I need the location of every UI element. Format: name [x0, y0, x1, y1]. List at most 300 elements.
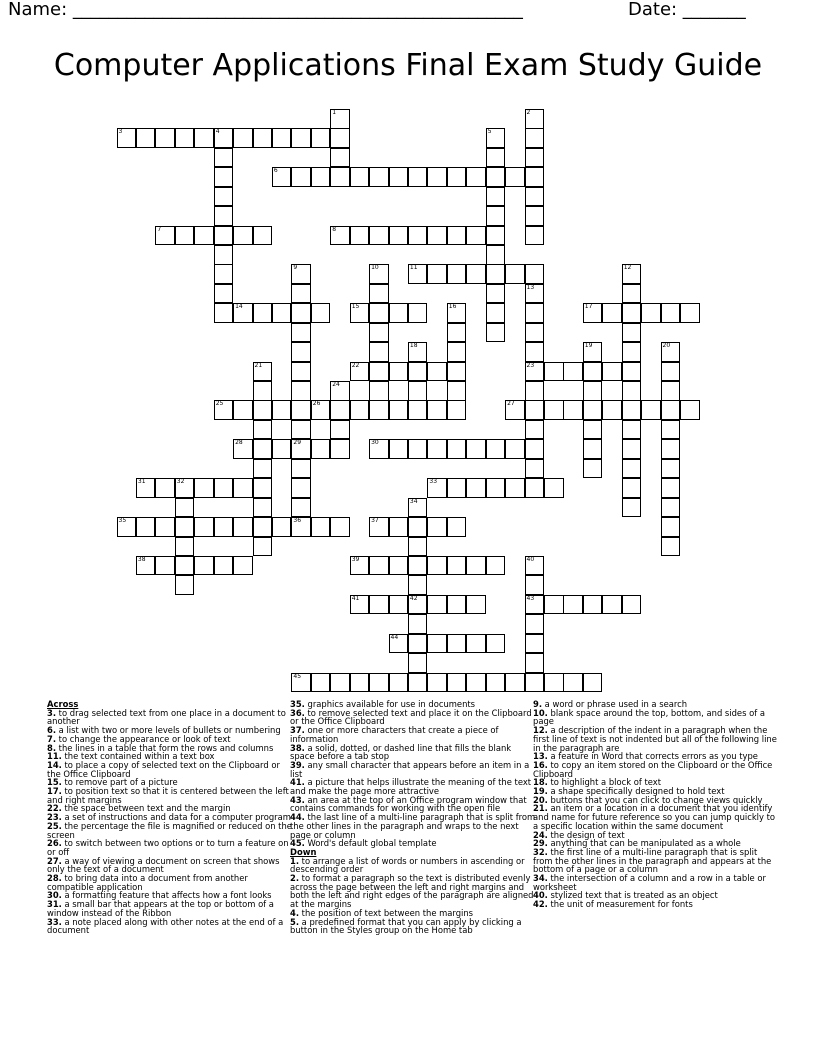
clue-text: to highlight a block of text — [547, 777, 662, 788]
grid-cell[interactable] — [408, 556, 428, 576]
grid-cell[interactable] — [233, 128, 253, 148]
grid-cell[interactable] — [427, 634, 447, 654]
grid-cell[interactable] — [525, 342, 545, 362]
grid-cell[interactable] — [544, 673, 564, 693]
grid-cell[interactable] — [272, 439, 292, 459]
grid-cell[interactable] — [253, 226, 273, 246]
grid-cell[interactable] — [389, 167, 409, 187]
grid-cell[interactable] — [661, 342, 681, 362]
grid-cell[interactable] — [350, 556, 370, 576]
grid-cell[interactable] — [291, 439, 311, 459]
grid-cell[interactable] — [525, 478, 545, 498]
grid-cell[interactable] — [622, 264, 642, 284]
grid-cell[interactable] — [194, 478, 214, 498]
grid-cell[interactable] — [622, 323, 642, 343]
date-label[interactable]: Date: _______ — [628, 0, 746, 20]
grid-cell[interactable] — [136, 478, 156, 498]
grid-cell[interactable] — [525, 303, 545, 323]
grid-cell[interactable] — [233, 226, 253, 246]
grid-cell[interactable] — [622, 303, 642, 323]
grid-cell[interactable] — [622, 478, 642, 498]
grid-cell[interactable] — [194, 556, 214, 576]
grid-cell[interactable] — [291, 284, 311, 304]
grid-cell[interactable] — [466, 439, 486, 459]
grid-cell[interactable] — [427, 595, 447, 615]
grid-cell[interactable] — [486, 167, 506, 187]
grid-cell[interactable] — [427, 226, 447, 246]
grid-cell[interactable] — [330, 439, 350, 459]
grid-cell[interactable] — [136, 556, 156, 576]
grid-cell[interactable] — [466, 673, 486, 693]
grid-cell[interactable] — [641, 400, 661, 420]
grid-cell[interactable] — [447, 381, 467, 401]
grid-cell[interactable] — [505, 167, 525, 187]
grid-cell[interactable] — [253, 517, 273, 537]
grid-cell[interactable] — [253, 303, 273, 323]
grid-cell[interactable] — [408, 498, 428, 518]
grid-cell[interactable] — [155, 517, 175, 537]
grid-cell[interactable] — [622, 342, 642, 362]
grid-cell[interactable] — [311, 673, 331, 693]
grid-cell[interactable] — [253, 478, 273, 498]
grid-cell[interactable] — [214, 206, 234, 226]
grid-cell[interactable] — [427, 556, 447, 576]
grid-cell[interactable] — [389, 362, 409, 382]
grid-cell[interactable] — [466, 634, 486, 654]
grid-cell[interactable] — [350, 400, 370, 420]
grid-cell[interactable] — [661, 459, 681, 479]
grid-cell[interactable] — [291, 420, 311, 440]
grid-cell[interactable] — [194, 226, 214, 246]
grid-cell[interactable] — [291, 264, 311, 284]
grid-cell[interactable] — [311, 439, 331, 459]
grid-cell[interactable] — [427, 478, 447, 498]
grid-cell[interactable] — [447, 400, 467, 420]
grid-cell[interactable] — [291, 323, 311, 343]
grid-cell[interactable] — [408, 264, 428, 284]
grid-cell[interactable] — [447, 362, 467, 382]
grid-cell[interactable] — [214, 303, 234, 323]
grid-cell[interactable] — [408, 634, 428, 654]
grid-cell[interactable] — [525, 226, 545, 246]
grid-cell[interactable] — [661, 478, 681, 498]
grid-cell[interactable] — [583, 400, 603, 420]
grid-cell[interactable] — [486, 439, 506, 459]
grid-cell[interactable] — [563, 362, 583, 382]
grid-cell[interactable] — [175, 128, 195, 148]
grid-cell[interactable] — [525, 595, 545, 615]
grid-cell[interactable] — [661, 400, 681, 420]
grid-cell[interactable] — [447, 439, 467, 459]
grid-cell[interactable] — [291, 673, 311, 693]
grid-cell[interactable] — [291, 381, 311, 401]
grid-cell[interactable] — [544, 400, 564, 420]
grid-cell[interactable] — [505, 673, 525, 693]
grid-cell[interactable] — [253, 537, 273, 557]
grid-cell[interactable] — [253, 362, 273, 382]
clue-label: 27. — [47, 855, 62, 866]
grid-cell[interactable] — [408, 517, 428, 537]
grid-cell[interactable] — [427, 400, 447, 420]
grid-cell[interactable] — [350, 673, 370, 693]
grid-cell[interactable] — [486, 303, 506, 323]
grid-cell[interactable] — [466, 556, 486, 576]
grid-cell[interactable] — [544, 595, 564, 615]
grid-cell[interactable] — [272, 167, 292, 187]
grid-cell[interactable] — [311, 517, 331, 537]
grid-cell[interactable] — [486, 187, 506, 207]
grid-cell[interactable] — [661, 362, 681, 382]
grid-cell[interactable] — [369, 595, 389, 615]
grid-cell[interactable] — [233, 478, 253, 498]
grid-cell[interactable] — [233, 439, 253, 459]
grid-cell[interactable] — [330, 128, 350, 148]
grid-cell[interactable] — [350, 362, 370, 382]
grid-cell[interactable] — [350, 303, 370, 323]
grid-cell[interactable] — [389, 517, 409, 537]
grid-cell[interactable] — [466, 167, 486, 187]
grid-cell[interactable] — [330, 400, 350, 420]
grid-cell[interactable] — [447, 595, 467, 615]
grid-cell[interactable] — [136, 128, 156, 148]
grid-cell[interactable] — [525, 653, 545, 673]
grid-cell[interactable] — [602, 303, 622, 323]
grid-cell[interactable] — [369, 167, 389, 187]
grid-cell[interactable] — [525, 459, 545, 479]
grid-cell[interactable] — [117, 128, 137, 148]
grid-cell[interactable] — [175, 517, 195, 537]
grid-cell[interactable] — [369, 264, 389, 284]
grid-cell[interactable] — [525, 187, 545, 207]
grid-cell[interactable] — [525, 284, 545, 304]
grid-cell[interactable] — [583, 420, 603, 440]
grid-cell[interactable] — [427, 362, 447, 382]
grid-cell[interactable] — [389, 673, 409, 693]
grid-cell[interactable] — [505, 400, 525, 420]
grid-cell[interactable] — [389, 303, 409, 323]
grid-cell[interactable] — [291, 498, 311, 518]
grid-cell[interactable] — [389, 595, 409, 615]
grid-cell[interactable] — [525, 420, 545, 440]
grid-cell[interactable] — [427, 167, 447, 187]
grid-cell[interactable] — [602, 362, 622, 382]
grid-cell[interactable] — [525, 167, 545, 187]
grid-cell[interactable] — [214, 187, 234, 207]
clue-number: 26 — [312, 400, 321, 408]
grid-cell[interactable] — [661, 303, 681, 323]
grid-cell[interactable] — [389, 556, 409, 576]
grid-cell[interactable] — [622, 400, 642, 420]
grid-cell[interactable] — [525, 400, 545, 420]
grid-cell[interactable] — [447, 226, 467, 246]
grid-cell[interactable] — [214, 148, 234, 168]
grid-cell[interactable] — [233, 556, 253, 576]
grid-cell[interactable] — [447, 342, 467, 362]
grid-cell[interactable] — [486, 556, 506, 576]
grid-cell[interactable] — [330, 148, 350, 168]
grid-cell[interactable] — [427, 439, 447, 459]
grid-cell[interactable] — [525, 556, 545, 576]
grid-cell[interactable] — [525, 673, 545, 693]
grid-cell[interactable] — [525, 323, 545, 343]
grid-cell[interactable] — [214, 478, 234, 498]
grid-cell[interactable] — [214, 264, 234, 284]
grid-cell[interactable] — [661, 381, 681, 401]
grid-cell[interactable] — [486, 128, 506, 148]
grid-cell[interactable] — [369, 362, 389, 382]
grid-cell[interactable] — [214, 226, 234, 246]
grid-cell[interactable] — [661, 537, 681, 557]
grid-cell[interactable] — [408, 537, 428, 557]
grid-cell[interactable] — [194, 517, 214, 537]
grid-cell[interactable] — [427, 517, 447, 537]
name-label[interactable]: Name: __________________________________________________ — [8, 0, 523, 20]
grid-cell[interactable] — [175, 478, 195, 498]
grid-cell[interactable] — [563, 595, 583, 615]
grid-cell[interactable] — [583, 342, 603, 362]
grid-cell[interactable] — [369, 303, 389, 323]
grid-cell[interactable] — [253, 381, 273, 401]
grid-cell[interactable] — [486, 148, 506, 168]
grid-cell[interactable] — [369, 400, 389, 420]
grid-cell[interactable] — [544, 478, 564, 498]
grid-cell[interactable] — [291, 459, 311, 479]
grid-cell[interactable] — [408, 381, 428, 401]
grid-cell[interactable] — [447, 264, 467, 284]
grid-cell[interactable] — [253, 400, 273, 420]
grid-cell[interactable] — [622, 420, 642, 440]
grid-cell[interactable] — [350, 167, 370, 187]
grid-cell[interactable] — [155, 226, 175, 246]
grid-cell[interactable] — [175, 498, 195, 518]
grid-cell[interactable] — [311, 128, 331, 148]
grid-cell[interactable] — [330, 673, 350, 693]
grid-cell[interactable] — [369, 284, 389, 304]
grid-cell[interactable] — [661, 420, 681, 440]
grid-cell[interactable] — [486, 226, 506, 246]
grid-cell[interactable] — [602, 400, 622, 420]
grid-cell[interactable] — [311, 400, 331, 420]
grid-cell[interactable] — [175, 556, 195, 576]
grid-cell[interactable] — [233, 303, 253, 323]
grid-cell[interactable] — [253, 459, 273, 479]
grid-cell[interactable] — [369, 673, 389, 693]
grid-cell[interactable] — [583, 303, 603, 323]
grid-cell[interactable] — [622, 459, 642, 479]
grid-cell[interactable] — [253, 128, 273, 148]
grid-cell[interactable] — [408, 400, 428, 420]
grid-cell[interactable] — [369, 556, 389, 576]
grid-cell[interactable] — [330, 226, 350, 246]
grid-cell[interactable] — [447, 556, 467, 576]
grid-cell[interactable] — [486, 478, 506, 498]
across-clue — [290, 839, 536, 848]
grid-cell[interactable] — [583, 381, 603, 401]
grid-cell[interactable] — [369, 381, 389, 401]
grid-cell[interactable] — [272, 400, 292, 420]
grid-cell[interactable] — [447, 323, 467, 343]
grid-cell[interactable] — [330, 167, 350, 187]
grid-cell[interactable] — [117, 517, 137, 537]
grid-cell[interactable] — [330, 381, 350, 401]
grid-cell[interactable] — [525, 128, 545, 148]
grid-cell[interactable] — [272, 303, 292, 323]
grid-cell[interactable] — [505, 478, 525, 498]
grid-cell[interactable] — [680, 400, 700, 420]
grid-cell[interactable] — [427, 673, 447, 693]
grid-cell[interactable] — [291, 342, 311, 362]
grid-cell[interactable] — [641, 303, 661, 323]
grid-cell[interactable] — [175, 537, 195, 557]
grid-cell[interactable] — [369, 517, 389, 537]
grid-cell[interactable] — [291, 478, 311, 498]
grid-cell[interactable] — [447, 517, 467, 537]
clue-label: 25. — [47, 820, 62, 831]
grid-cell[interactable] — [525, 148, 545, 168]
grid-cell[interactable] — [155, 128, 175, 148]
grid-cell[interactable] — [486, 264, 506, 284]
grid-cell[interactable] — [622, 362, 642, 382]
grid-cell[interactable] — [408, 167, 428, 187]
grid-cell[interactable] — [291, 167, 311, 187]
grid-cell[interactable] — [136, 517, 156, 537]
grid-cell[interactable] — [583, 595, 603, 615]
grid-cell[interactable] — [583, 439, 603, 459]
grid-cell[interactable] — [447, 634, 467, 654]
grid-cell[interactable] — [661, 517, 681, 537]
grid-cell[interactable] — [311, 167, 331, 187]
grid-cell[interactable] — [447, 167, 467, 187]
grid-cell[interactable] — [330, 420, 350, 440]
grid-cell[interactable] — [486, 634, 506, 654]
grid-cell[interactable] — [583, 673, 603, 693]
grid-cell[interactable] — [447, 478, 467, 498]
grid-cell[interactable] — [194, 128, 214, 148]
grid-cell[interactable] — [583, 362, 603, 382]
grid-cell[interactable] — [330, 517, 350, 537]
grid-cell[interactable] — [408, 342, 428, 362]
grid-cell[interactable] — [661, 498, 681, 518]
grid-cell[interactable] — [408, 673, 428, 693]
grid-cell[interactable] — [389, 226, 409, 246]
grid-cell[interactable] — [155, 556, 175, 576]
grid-cell[interactable] — [486, 206, 506, 226]
grid-cell[interactable] — [525, 264, 545, 284]
grid-cell[interactable] — [525, 634, 545, 654]
grid-cell[interactable] — [486, 323, 506, 343]
grid-cell[interactable] — [253, 439, 273, 459]
grid-cell[interactable] — [350, 595, 370, 615]
grid-cell[interactable] — [175, 575, 195, 595]
grid-cell[interactable] — [525, 439, 545, 459]
grid-cell[interactable] — [466, 478, 486, 498]
clue-label: 43. — [290, 794, 305, 805]
grid-cell[interactable] — [525, 575, 545, 595]
grid-cell[interactable] — [680, 303, 700, 323]
grid-cell[interactable] — [525, 381, 545, 401]
grid-cell[interactable] — [389, 400, 409, 420]
grid-cell[interactable] — [408, 439, 428, 459]
grid-cell[interactable] — [214, 245, 234, 265]
grid-cell[interactable] — [214, 517, 234, 537]
grid-cell[interactable] — [408, 226, 428, 246]
grid-cell[interactable] — [214, 400, 234, 420]
grid-cell[interactable] — [622, 439, 642, 459]
grid-cell[interactable] — [408, 362, 428, 382]
grid-cell[interactable] — [525, 362, 545, 382]
grid-cell[interactable] — [563, 400, 583, 420]
grid-cell[interactable] — [389, 634, 409, 654]
grid-cell[interactable] — [369, 323, 389, 343]
grid-cell[interactable] — [233, 517, 253, 537]
grid-cell[interactable] — [369, 439, 389, 459]
grid-cell[interactable] — [311, 303, 331, 323]
clue-text: the position of text between the margins — [299, 907, 474, 918]
grid-cell[interactable] — [369, 342, 389, 362]
grid-cell[interactable] — [214, 556, 234, 576]
grid-cell[interactable] — [622, 595, 642, 615]
grid-cell[interactable] — [486, 284, 506, 304]
grid-cell[interactable] — [214, 167, 234, 187]
grid-cell[interactable] — [233, 400, 253, 420]
grid-cell[interactable] — [505, 264, 525, 284]
grid-cell[interactable] — [622, 284, 642, 304]
grid-cell[interactable] — [486, 245, 506, 265]
grid-cell[interactable] — [427, 264, 447, 284]
grid-cell[interactable] — [466, 264, 486, 284]
grid-cell[interactable] — [661, 439, 681, 459]
grid-cell[interactable] — [622, 498, 642, 518]
grid-cell[interactable] — [155, 478, 175, 498]
grid-cell[interactable] — [563, 673, 583, 693]
grid-cell[interactable] — [466, 226, 486, 246]
grid-cell[interactable] — [408, 595, 428, 615]
grid-cell[interactable] — [272, 128, 292, 148]
grid-cell[interactable] — [602, 595, 622, 615]
grid-cell[interactable] — [505, 439, 525, 459]
grid-cell[interactable] — [272, 517, 292, 537]
grid-cell[interactable] — [389, 439, 409, 459]
grid-cell[interactable] — [408, 303, 428, 323]
grid-cell[interactable] — [622, 381, 642, 401]
grid-cell[interactable] — [447, 673, 467, 693]
grid-cell[interactable] — [214, 284, 234, 304]
grid-cell[interactable] — [525, 206, 545, 226]
grid-cell[interactable] — [525, 614, 545, 634]
grid-cell[interactable] — [291, 303, 311, 323]
grid-cell[interactable] — [291, 400, 311, 420]
grid-cell[interactable] — [525, 109, 545, 129]
grid-cell[interactable] — [253, 420, 273, 440]
grid-cell[interactable] — [350, 226, 370, 246]
grid-cell[interactable] — [486, 673, 506, 693]
grid-cell[interactable] — [369, 226, 389, 246]
grid-cell[interactable] — [330, 109, 350, 129]
grid-cell[interactable] — [466, 595, 486, 615]
grid-cell[interactable] — [408, 614, 428, 634]
grid-cell[interactable] — [544, 362, 564, 382]
grid-cell[interactable] — [408, 575, 428, 595]
grid-cell[interactable] — [408, 653, 428, 673]
grid-cell[interactable] — [214, 128, 234, 148]
grid-cell[interactable] — [291, 128, 311, 148]
grid-cell[interactable] — [291, 362, 311, 382]
grid-cell[interactable] — [291, 517, 311, 537]
grid-cell[interactable] — [447, 303, 467, 323]
grid-cell[interactable] — [253, 498, 273, 518]
grid-cell[interactable] — [583, 459, 603, 479]
grid-cell[interactable] — [175, 226, 195, 246]
